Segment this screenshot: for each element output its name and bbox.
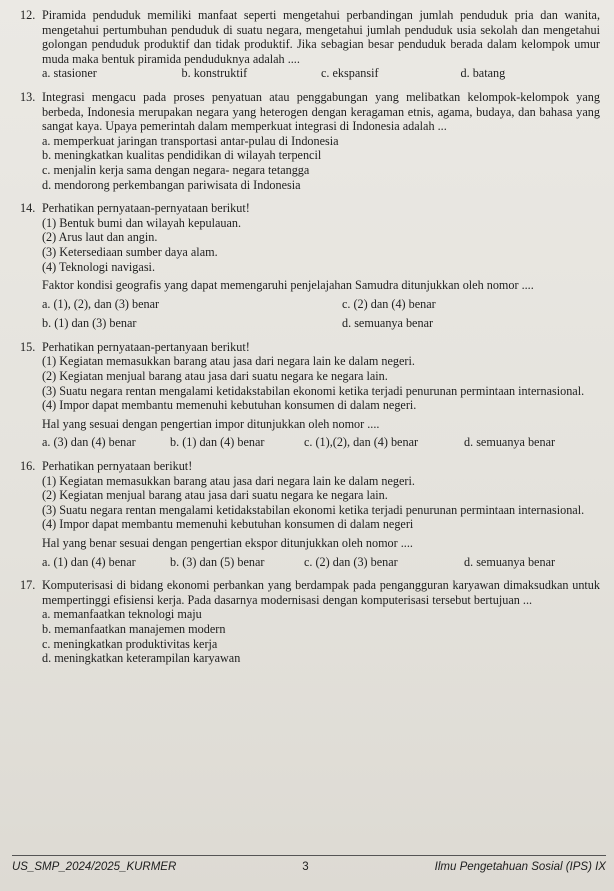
option-c[interactable]: c. (2) dan (3) benar [304, 554, 398, 569]
question-number: 17. [20, 578, 36, 593]
question-13 [20, 90, 600, 192]
question-12 [20, 8, 600, 81]
statement: (3) Ketersediaan sumber daya alam. [42, 244, 218, 259]
question-text: Komputerisasi di bidang ekonomi perbankan yang berdampak pada pengangguran karyawan dimaksudkan untuk mempertinggi efisiensi kerja. Pada dasarnya modernisasi dengan komputerisasi tersebut bertujuan ... [42, 578, 600, 607]
question-text: Piramida penduduk memiliki manfaat seperti mengetahui perbandingan jumlah penduduk pria dan wanita, mengetahui pertumbuhan penduduk di suatu negara, mengetahui jumlah penduduk usia sekolah dan mengetahui golongan penduduk produktif dan tidak produktif. Jika sebagian besar penduduk berada dalam kelompok umur muda maka bentuk piramida penduduknya adalah .... [42, 8, 600, 66]
statement: (1) Kegiatan memasukkan barang atau jasa dari negara lain ke dalam negeri. [42, 354, 415, 369]
option-b[interactable]: b. (1) dan (4) benar [170, 435, 265, 450]
statement: (2) Kegiatan menjual barang atau jasa dari suatu negara ke negara lain. [42, 369, 388, 384]
option-d[interactable]: d. meningkatkan keterampilan karyawan [42, 651, 241, 666]
option-b[interactable]: b. meningkatkan kualitas pendidikan di wilayah terpencil [42, 148, 322, 163]
option-a[interactable]: a. (1) dan (4) benar [42, 554, 136, 569]
statement: (4) Teknologi navigasi. [42, 259, 155, 274]
option-d[interactable]: d. semuanya benar [464, 435, 556, 450]
option-list [42, 134, 600, 192]
question-number: 15. [20, 339, 36, 354]
option-a[interactable]: a. stasioner [42, 66, 97, 81]
page-footer [12, 860, 606, 875]
subject-label: Ilmu Pengetahuan Sosial (IPS) IX [434, 861, 606, 873]
option-c[interactable]: c. ekspansif [321, 66, 379, 81]
question-16 [20, 459, 600, 569]
question-text: Hal yang sesuai dengan pengertian impor ditunjukkan oleh nomor .... [42, 416, 380, 431]
option-row [42, 555, 600, 570]
page-number: 3 [302, 861, 309, 873]
option-row [42, 435, 600, 450]
option-c[interactable]: c. (2) dan (4) benar [342, 296, 436, 311]
option-d[interactable]: d. batang [460, 66, 506, 81]
option-b[interactable]: b. (3) dan (5) benar [170, 554, 265, 569]
option-a[interactable]: a. memanfaatkan teknologi maju [42, 607, 202, 622]
question-number: 16. [20, 459, 36, 474]
question-intro: Perhatikan pernyataan-pernyataan berikut! [42, 201, 250, 216]
question-intro: Perhatikan pernyataan-pertanyaan berikut! [42, 339, 250, 354]
question-text: Integrasi mengacu pada proses penyatuan atau penggabungan yang melibatkan kelompok-kelompok yang berbeda, Indonesia merupakan negara yang heterogen dengan keragaman etnis, agama, budaya, dan bahasa yang sangat kaya. Upaya pemerintah dalam memperkuat integrasi di Indonesia adalah ... [42, 89, 600, 134]
statement: (2) Arus laut dan angin. [42, 230, 158, 245]
option-grid [42, 297, 600, 331]
option-list [42, 607, 600, 665]
question-14 [20, 201, 600, 331]
option-d[interactable]: d. semuanya benar [342, 316, 434, 331]
option-c[interactable]: c. menjalin kerja sama dengan negara- negara tetangga [42, 162, 310, 177]
option-a[interactable]: a. memperkuat jaringan transportasi antar-pulau di Indonesia [42, 133, 339, 148]
option-b[interactable]: b. memanfaatkan manajemen modern [42, 621, 226, 636]
option-c[interactable]: c. (1),(2), dan (4) benar [304, 435, 419, 450]
question-text: Hal yang benar sesuai dengan pengertian ekspor ditunjukkan oleh nomor .... [42, 536, 413, 550]
option-a[interactable]: a. (3) dan (4) benar [42, 435, 136, 450]
option-a[interactable]: a. (1), (2), dan (3) benar [42, 296, 160, 311]
statement: (2) Kegiatan menjual barang atau jasa dari suatu negara ke negara lain. [42, 488, 388, 503]
question-number: 13. [20, 89, 36, 104]
footer-divider [12, 855, 606, 856]
option-c[interactable]: c. meningkatkan produktivitas kerja [42, 636, 218, 651]
question-15 [20, 340, 600, 450]
statement: (1) Kegiatan memasukkan barang atau jasa dari negara lain ke dalam negeri. [42, 473, 415, 488]
statement: (1) Bentuk bumi dan wilayah kepulauan. [42, 215, 242, 230]
option-row [42, 66, 600, 81]
option-d[interactable]: d. mendorong perkembangan pariwisata di Indonesia [42, 177, 301, 192]
question-intro: Perhatikan pernyataan berikut! [42, 459, 193, 474]
statement: (4) Impor dapat membantu memenuhi kebutuhan konsumen di dalam negeri [42, 517, 414, 532]
option-b[interactable]: b. (1) dan (3) benar [42, 316, 137, 331]
statement: (4) Impor dapat membantu memenuhi kebutuhan konsumen di dalam negeri. [42, 398, 417, 413]
question-17 [20, 578, 600, 666]
statement: (3) Suatu negara rentan mengalami ketidakstabilan ekonomi ketika terjadi penurunan permintaan internasional. [42, 383, 585, 398]
statement: (3) Suatu negara rentan mengalami ketidakstabilan ekonomi ketika terjadi penurunan permintaan internasional. [42, 502, 585, 517]
option-b[interactable]: b. konstruktif [181, 66, 248, 81]
option-d[interactable]: d. semuanya benar [464, 554, 556, 569]
question-number: 14. [20, 201, 36, 216]
question-number: 12. [20, 8, 36, 22]
exam-code: US_SMP_2024/2025_KURMER [12, 861, 177, 873]
question-text: Faktor kondisi geografis yang dapat memengaruhi penjelajahan Samudra ditunjukkan oleh nomor .... [42, 278, 534, 293]
